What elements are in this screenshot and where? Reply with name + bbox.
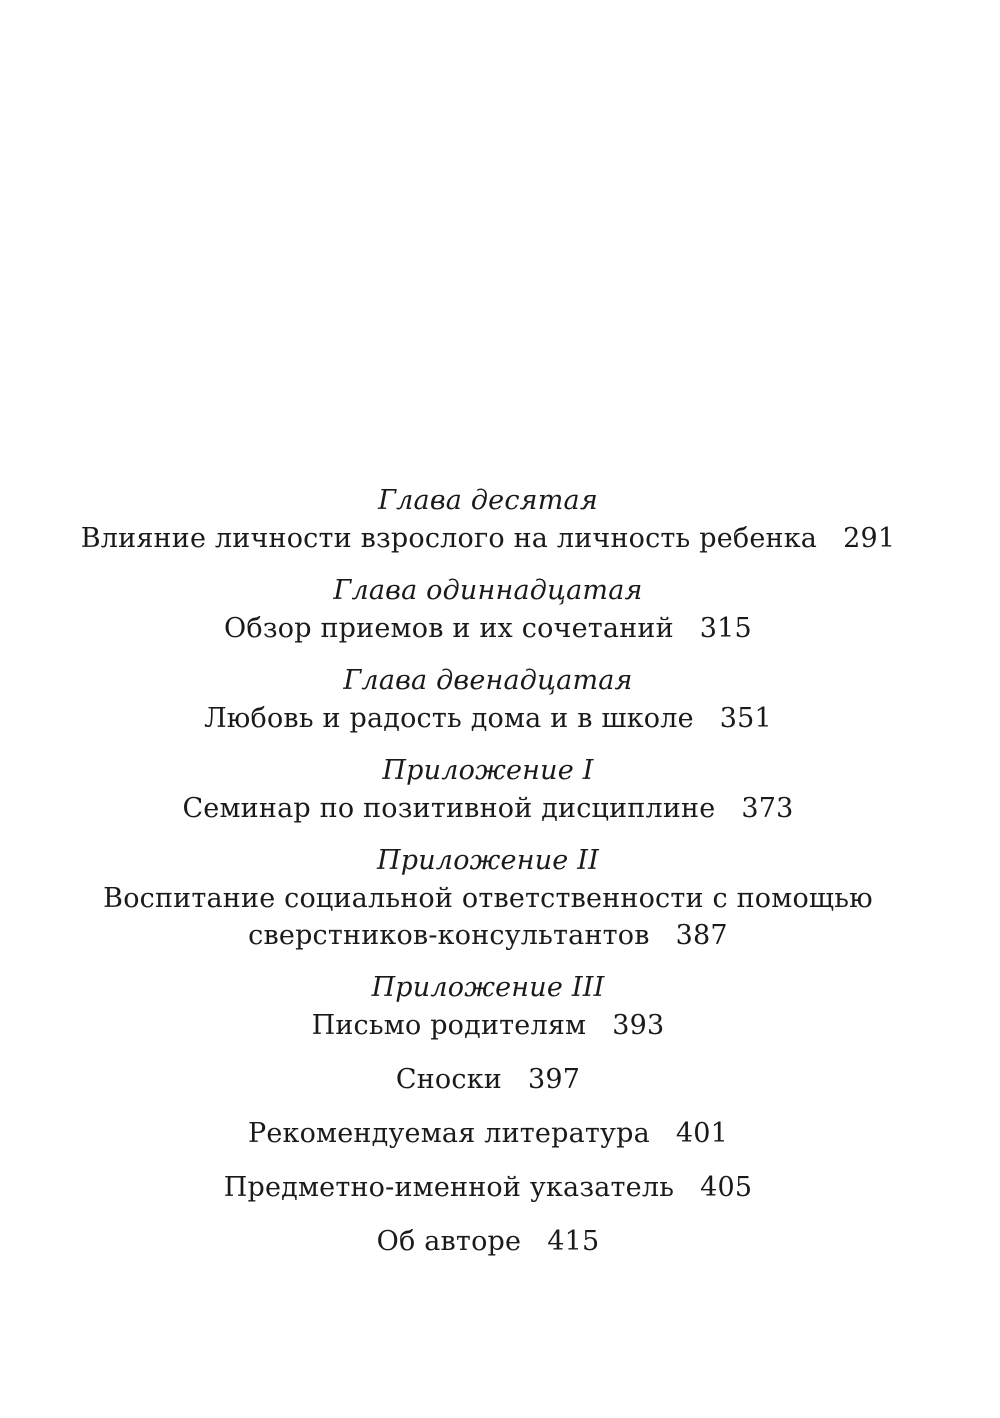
- entry-title: Сноски: [395, 1064, 502, 1095]
- chapter-label: Приложение III: [371, 972, 605, 1003]
- page-number: 405: [700, 1172, 753, 1203]
- chapter-label: Приложение I: [382, 755, 594, 786]
- toc-entry-chapter-12: [0, 662, 976, 737]
- entry-title: Предметно-именной указатель: [223, 1172, 675, 1203]
- entry-title: Семинар по позитивной дисциплине: [182, 793, 716, 824]
- page-number: 393: [612, 1010, 665, 1041]
- entry-title-line: [0, 700, 976, 737]
- page-number: 291: [843, 523, 896, 554]
- entry-title: Обзор приемов и их сочетаний: [224, 613, 674, 644]
- entry-title: Воспитание социальной ответственности с помощью: [103, 883, 873, 914]
- entry-title-line: [0, 1007, 976, 1044]
- toc-entry-notes: [0, 1061, 976, 1098]
- table-of-contents: [0, 482, 976, 1260]
- entry-title-line: [0, 1169, 976, 1206]
- entry-title: Влияние личности взрослого на личность ребенка: [80, 523, 818, 554]
- entry-title-line: [0, 1115, 976, 1152]
- toc-entry-appendix-1: [0, 752, 976, 827]
- entry-title-line: [0, 610, 976, 647]
- entry-title: сверстников-консультантов: [248, 920, 650, 951]
- chapter-label: Глава двенадцатая: [343, 665, 633, 696]
- page-number: 387: [675, 920, 728, 951]
- entry-title-line: [0, 520, 976, 557]
- entry-title-line: [0, 880, 976, 917]
- chapter-label: Приложение II: [376, 845, 599, 876]
- entry-title-line: [0, 1223, 976, 1260]
- toc-entry-about-author: [0, 1223, 976, 1260]
- toc-entry-chapter-10: [0, 482, 976, 557]
- entry-title: Любовь и радость дома и в школе: [204, 703, 694, 734]
- entry-title-line: [0, 790, 976, 827]
- page-number: 315: [699, 613, 752, 644]
- page-number: 397: [527, 1064, 581, 1095]
- entry-title-line: [0, 1061, 976, 1098]
- toc-entry-appendix-3: [0, 969, 976, 1044]
- chapter-label: Глава десятая: [378, 485, 598, 516]
- page-number: 373: [741, 793, 794, 824]
- entry-title-line: [0, 917, 976, 954]
- page-number: 415: [547, 1226, 600, 1257]
- page-number: 351: [719, 703, 772, 734]
- entry-title: Письмо родителям: [311, 1010, 587, 1041]
- entry-title: Об авторе: [376, 1226, 522, 1257]
- toc-entry-index: [0, 1169, 976, 1206]
- entry-title: Рекомендуемая литература: [247, 1118, 650, 1149]
- page-number: 401: [675, 1118, 729, 1149]
- chapter-label: Глава одиннадцатая: [333, 575, 643, 606]
- toc-entry-chapter-11: [0, 572, 976, 647]
- toc-entry-recommended-reading: [0, 1115, 976, 1152]
- toc-entry-appendix-2: [0, 842, 976, 954]
